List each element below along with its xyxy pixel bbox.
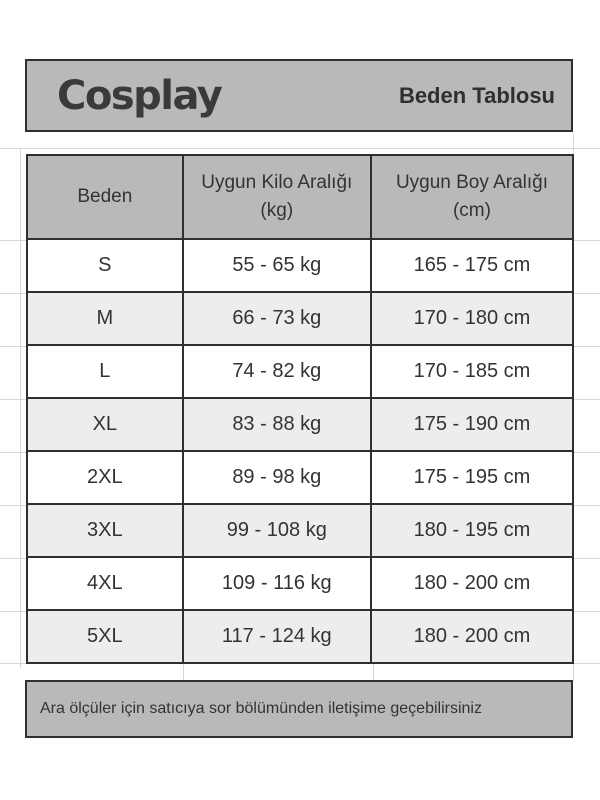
col-header-weight-label: Uygun Kilo Aralığı: [201, 172, 353, 194]
gridline: [573, 663, 574, 681]
size-cell: 4XL: [27, 557, 183, 610]
weight-cell: 89 - 98 kg: [183, 451, 371, 504]
height-cell: 180 - 195 cm: [371, 504, 573, 557]
col-header-weight-unit: (kg): [260, 200, 294, 221]
table-row: [27, 451, 573, 504]
size-cell: S: [27, 239, 183, 292]
size-cell: 5XL: [27, 610, 183, 663]
table-row: [27, 292, 573, 345]
height-cell: 170 - 180 cm: [371, 292, 573, 345]
height-cell: 175 - 190 cm: [371, 398, 573, 451]
size-cell: 2XL: [27, 451, 183, 504]
weight-cell: 99 - 108 kg: [183, 504, 371, 557]
weight-cell: 109 - 116 kg: [183, 557, 371, 610]
size-cell: 3XL: [27, 504, 183, 557]
table-row: [27, 610, 573, 663]
col-header-size: [27, 155, 183, 239]
table-row: [27, 557, 573, 610]
col-header-height: [371, 155, 573, 239]
size-cell: L: [27, 345, 183, 398]
table-row: [27, 504, 573, 557]
size-cell: M: [27, 292, 183, 345]
col-header-size-label: Beden: [77, 186, 133, 208]
size-table: [26, 154, 574, 664]
height-cell: 175 - 195 cm: [371, 451, 573, 504]
weight-cell: 55 - 65 kg: [183, 239, 371, 292]
height-cell: 170 - 185 cm: [371, 345, 573, 398]
table-header-row: [27, 155, 573, 239]
page-title: Beden Tablosu: [398, 82, 555, 108]
weight-cell: 74 - 82 kg: [183, 345, 371, 398]
header-bar: [25, 59, 573, 132]
col-header-height-unit: (cm): [452, 200, 491, 221]
weight-cell: 66 - 73 kg: [183, 292, 371, 345]
gridline: [373, 663, 374, 681]
footer-note: Ara ölçüler için satıcıya sor bölümünden iletişime geçebilirsiniz: [40, 700, 482, 717]
size-cell: XL: [27, 398, 183, 451]
weight-cell: 83 - 88 kg: [183, 398, 371, 451]
gridline: [0, 148, 600, 149]
brand-logo: Cosplay: [57, 72, 222, 119]
table-row: [27, 398, 573, 451]
weight-cell: 117 - 124 kg: [183, 610, 371, 663]
gridline: [183, 663, 184, 681]
footer-bar: [25, 680, 573, 738]
height-cell: 180 - 200 cm: [371, 557, 573, 610]
col-header-height-label: Uygun Boy Aralığı: [395, 172, 549, 194]
height-cell: 165 - 175 cm: [371, 239, 573, 292]
col-header-weight: [183, 155, 371, 239]
height-cell: 180 - 200 cm: [371, 610, 573, 663]
table-row: [27, 345, 573, 398]
gridline: [20, 148, 21, 668]
table-row: [27, 239, 573, 292]
